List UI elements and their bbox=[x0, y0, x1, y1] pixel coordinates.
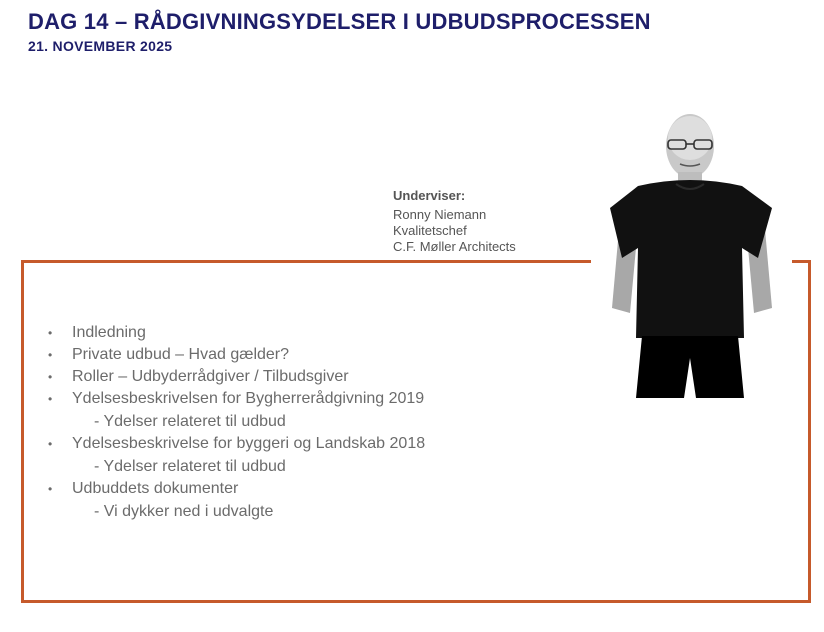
agenda-item-text: Indledning bbox=[72, 324, 146, 341]
bullet-icon: • bbox=[48, 437, 53, 451]
page-title: DAG 14 – RÅDGIVNINGSYDELSER I UDBUDSPROCESSEN bbox=[28, 9, 651, 34]
agenda-item bbox=[48, 388, 425, 410]
bullet-icon: • bbox=[48, 326, 53, 340]
agenda-item bbox=[48, 344, 425, 366]
agenda-item bbox=[48, 322, 425, 344]
teacher-photo bbox=[608, 108, 778, 398]
teacher-company: C.F. Møller Architects bbox=[393, 239, 516, 254]
bullet-icon: • bbox=[48, 392, 53, 406]
bullet-icon: • bbox=[48, 482, 53, 496]
frame-top-line-right bbox=[792, 260, 808, 263]
teacher-name: Ronny Niemann bbox=[393, 207, 487, 222]
agenda-subitem: - Ydelser relateret til udbud bbox=[94, 413, 286, 430]
agenda-item-text: Ydelsesbeskrivelsen for Bygherrerådgivning 2019 bbox=[72, 390, 425, 407]
agenda-item-text: Ydelsesbeskrivelse for byggeri og Landskab 2018 bbox=[72, 435, 426, 452]
bullet-icon: • bbox=[48, 348, 53, 362]
agenda-list bbox=[48, 322, 425, 523]
agenda-item-text: Udbuddets dokumenter bbox=[72, 480, 239, 497]
agenda-item bbox=[48, 366, 425, 388]
agenda-subitem: - Ydelser relateret til udbud bbox=[94, 458, 286, 475]
agenda-item-text: Roller – Udbyderrådgiver / Tilbudsgiver bbox=[72, 368, 349, 385]
agenda-item-text: Private udbud – Hvad gælder? bbox=[72, 346, 290, 363]
agenda-item bbox=[48, 433, 425, 455]
agenda-item bbox=[48, 478, 425, 500]
teacher-info bbox=[393, 188, 516, 255]
teacher-label: Underviser: bbox=[393, 188, 466, 203]
agenda-subitem: - Vi dykker ned i udvalgte bbox=[94, 503, 274, 520]
frame-top-line-left bbox=[21, 260, 591, 263]
page-date: 21. NOVEMBER 2025 bbox=[28, 38, 173, 54]
bullet-icon: • bbox=[48, 370, 53, 384]
teacher-role: Kvalitetschef bbox=[393, 223, 467, 238]
